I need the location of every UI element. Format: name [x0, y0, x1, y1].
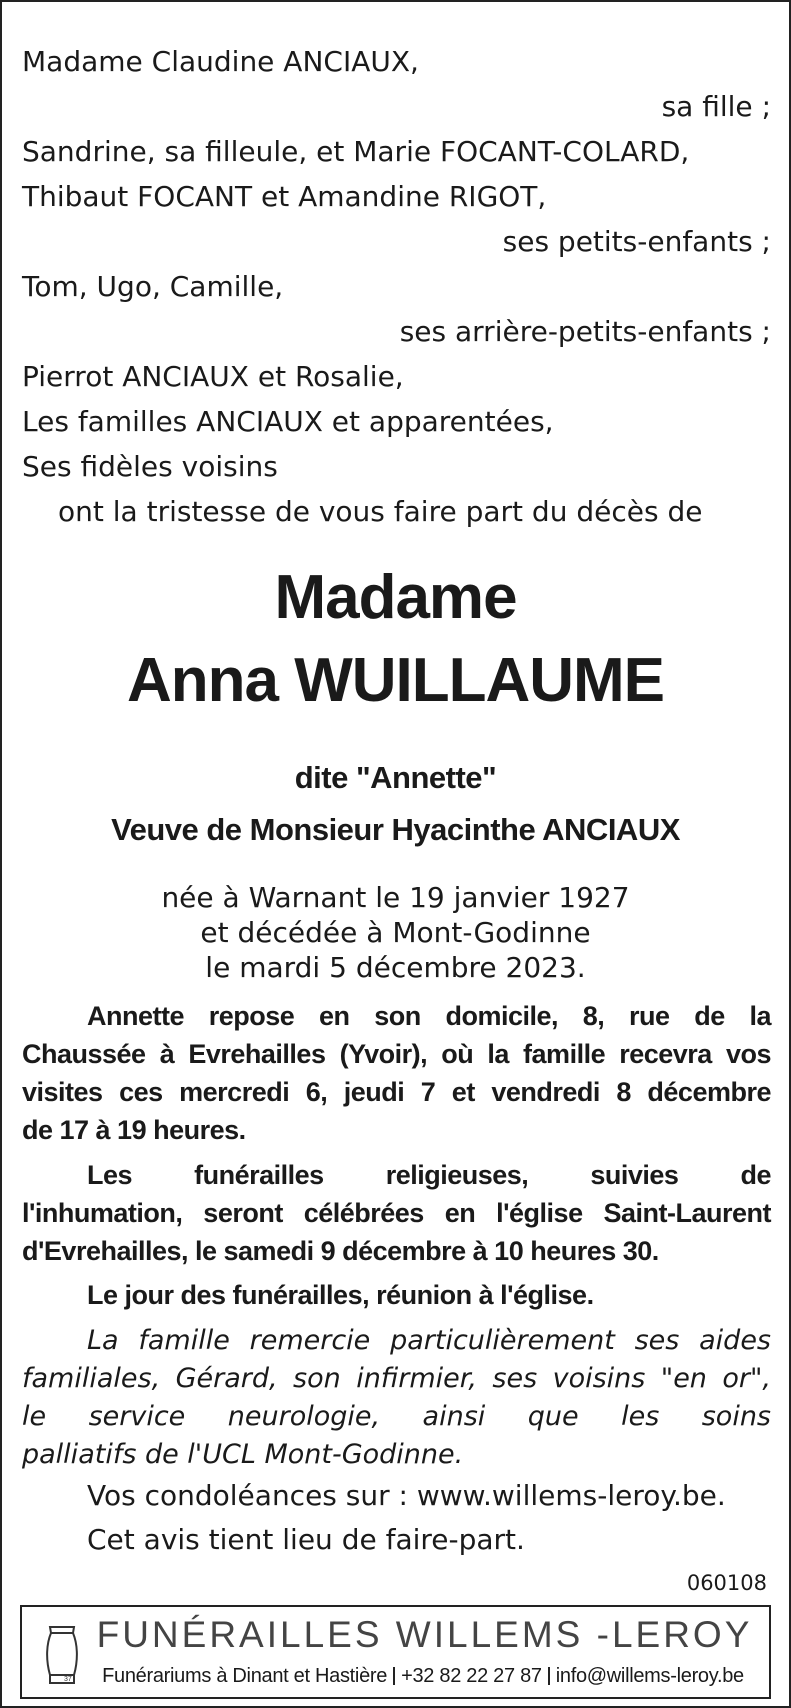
thanks-line: familiales, Gérard, son infirmier, ses voisins "en or",: [22, 1363, 771, 1394]
reference-number: 060108: [686, 1571, 767, 1595]
family-line: Pierrot ANCIAUX et Rosalie,: [22, 360, 404, 393]
funeral-line: l'inhumation, seront célébrées en l'église Saint-Laurent: [22, 1198, 771, 1228]
divider: [393, 1667, 395, 1685]
death-place-line: et décédée à Mont-Godinne: [200, 916, 591, 949]
funeral-line: Les funérailles religieuses, suivies de: [87, 1160, 771, 1190]
deceased-widow-of: Veuve de Monsieur Hyacinthe ANCIAUX: [111, 812, 680, 847]
condolences-line: Vos condoléances sur : www.willems-leroy.be.: [87, 1479, 726, 1512]
family-line: Madame Claudine ANCIAUX,: [22, 45, 419, 78]
thanks-line: palliatifs de l'UCL Mont-Godinne.: [22, 1439, 464, 1470]
family-line: ses arrière-petits-enfants ;: [399, 315, 771, 348]
deceased-title: Madame: [274, 563, 517, 632]
visitation-line: de 17 à 19 heures.: [22, 1115, 246, 1145]
email-address: info@willems-leroy.be: [555, 1665, 744, 1687]
deceased-nickname: dite "Annette": [294, 760, 497, 795]
birth-line: née à Warnant le 19 janvier 1927: [161, 881, 630, 914]
family-line: sa fille ;: [661, 90, 771, 123]
phone-number: +32 82 22 27 87: [401, 1665, 542, 1687]
family-line: Ses fidèles voisins: [22, 450, 278, 483]
family-line: Sandrine, sa filleule, et Marie FOCANT-COLARD,: [22, 135, 690, 168]
notice-line: Cet avis tient lieu de faire-part.: [87, 1523, 525, 1556]
visitation-line: visites ces mercredi 6, jeudi 7 et vendredi 8 décembre: [22, 1077, 771, 1107]
family-line: Thibaut FOCANT et Amandine RIGOT,: [22, 180, 547, 213]
family-line: ses petits-enfants ;: [502, 225, 771, 258]
visitation-line: Chaussée à Evrehailles (Yvoir), où la famille recevra vos: [22, 1039, 771, 1069]
divider: [548, 1667, 550, 1685]
announcement-line: ont la tristesse de vous faire part du décès de: [58, 495, 703, 528]
family-line: Les familles ANCIAUX et apparentées,: [22, 405, 554, 438]
funeral-home-contact: [98, 1663, 748, 1689]
svg-text:37: 37: [64, 1676, 72, 1683]
family-line: Tom, Ugo, Camille,: [22, 270, 284, 303]
meeting-line: Le jour des funérailles, réunion à l'église.: [87, 1280, 594, 1310]
thanks-line: le service neurologie, ainsi que les soins: [22, 1401, 771, 1432]
funerariums-text: Funérariums à Dinant et Hastière: [102, 1665, 388, 1687]
thanks-line: La famille remercie particulièrement ses aides: [87, 1325, 771, 1356]
funeral-line: d'Evrehailles, le samedi 9 décembre à 10 heures 30.: [22, 1236, 659, 1266]
funeral-home-footer: [20, 1605, 771, 1699]
deceased-name: Anna WUILLAUME: [126, 646, 665, 715]
death-date-line: le mardi 5 décembre 2023.: [205, 951, 586, 984]
funeral-home-brand: FUNÉRAILLES WILLEMS -LEROY: [96, 1614, 753, 1655]
visitation-line: Annette repose en son domicile, 8, rue de la: [87, 1001, 771, 1031]
urn-icon: [42, 1621, 82, 1689]
